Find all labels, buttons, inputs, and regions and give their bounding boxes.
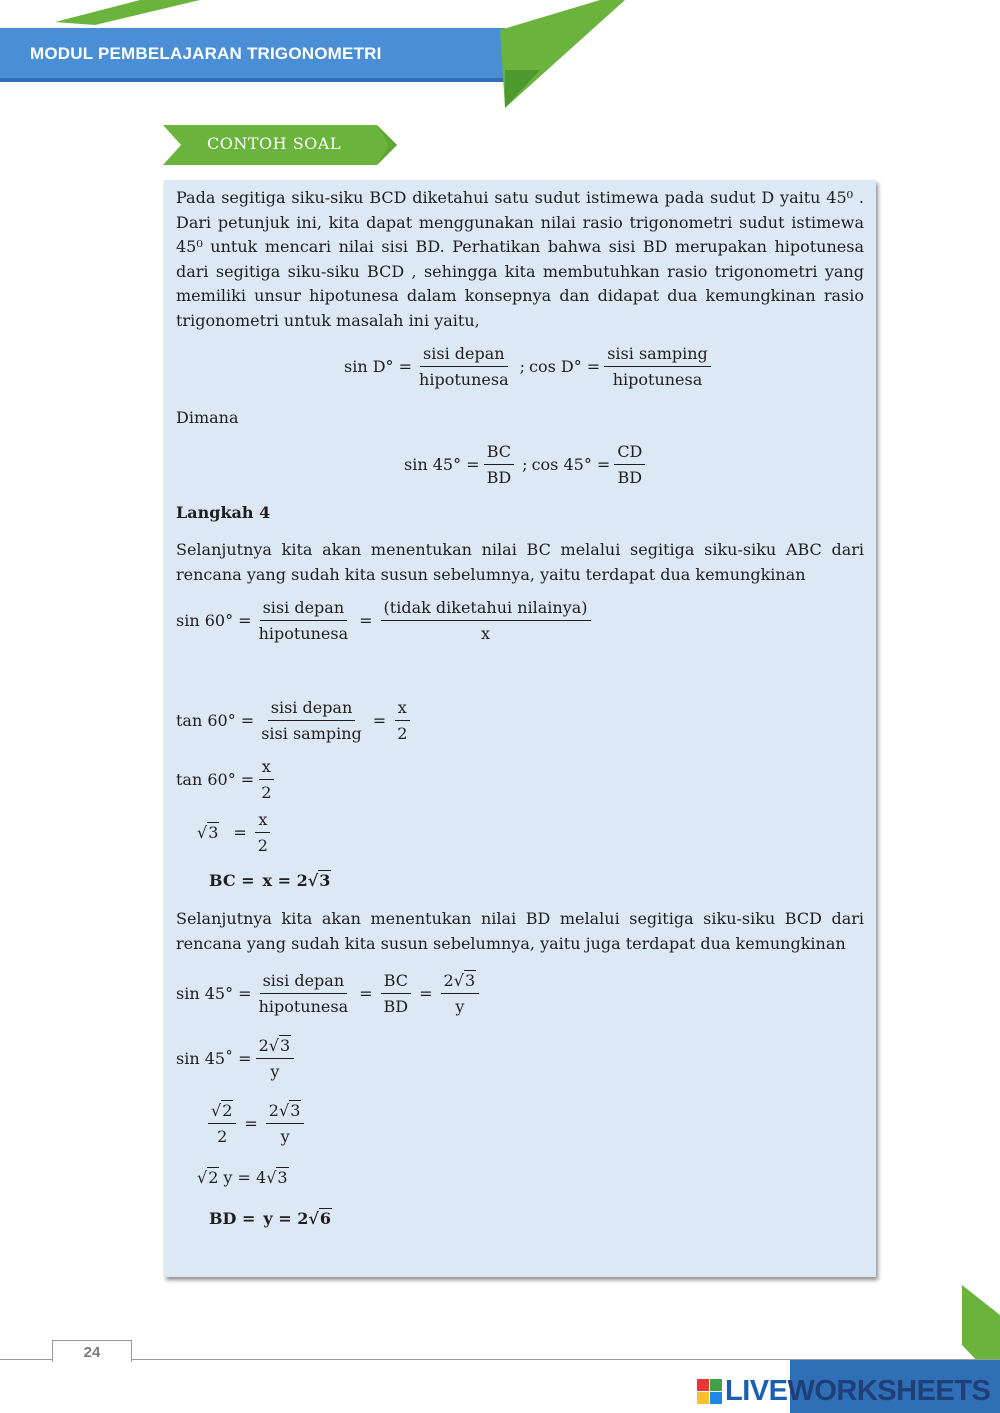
square-root — [269, 1036, 291, 1055]
fraction — [266, 1101, 305, 1146]
coefficient: 2 — [268, 1101, 279, 1120]
eq-lhs: sin 45° = — [404, 455, 480, 474]
denominator: sisi samping — [261, 724, 362, 743]
footer-rule — [0, 1359, 1000, 1360]
square-root — [197, 823, 219, 842]
square-root — [308, 1209, 332, 1228]
root-symbol: √ — [268, 1036, 279, 1055]
coefficient: 2 — [258, 1036, 269, 1055]
numerator: x — [259, 757, 274, 780]
fraction — [381, 971, 412, 1016]
liveworksheets-grid-icon — [697, 1379, 723, 1405]
fraction — [614, 442, 645, 487]
numerator — [266, 1101, 305, 1124]
eq-lhs: BD = — [209, 1209, 256, 1228]
eq-middle: y = 2 — [263, 1209, 309, 1228]
paragraph-bd: Selanjutnya kita akan menentukan nilai BD melalui segitiga siku-siku BCD dari rencana yang sudah kita susun sebelumnya, yaitu juga terdapat dua kemungkinan — [176, 909, 864, 953]
fraction — [256, 1036, 295, 1081]
root-symbol: √ — [278, 1101, 290, 1120]
brand-worksheets: WORKSHEETS — [787, 1375, 991, 1407]
denominator: y — [280, 1127, 290, 1146]
equals-sign: = — [359, 984, 373, 1003]
numerator: (tidak diketahui nilainya) — [381, 598, 591, 621]
root-symbol: √ — [197, 823, 208, 842]
separator: ; — [522, 455, 528, 474]
page-header — [0, 0, 1000, 110]
denominator: 2 — [397, 724, 408, 743]
square-root — [266, 1168, 288, 1187]
fraction — [258, 757, 274, 802]
fraction — [441, 971, 480, 1016]
fraction — [381, 598, 591, 643]
eq-lhs: sin 60° = — [176, 611, 252, 630]
denominator: y — [455, 997, 465, 1016]
separator: ; — [519, 357, 525, 376]
radicand: 2 — [222, 1101, 233, 1120]
root-symbol: √ — [211, 1101, 222, 1120]
numerator: x — [255, 810, 270, 833]
equation-tan-60-x — [176, 757, 278, 802]
equals-sign: = — [372, 711, 387, 730]
root-symbol: √ — [308, 1209, 319, 1228]
content-box — [164, 180, 876, 1277]
paragraph-bc: Selanjutnya kita akan menentukan nilai BC melalui segitiga siku-siku ABC dari rencana yang sudah kita susun sebelumnya, yaitu terdapat dua kemungkinan — [176, 540, 864, 584]
equation-sin-60 — [176, 598, 595, 643]
root-symbol: √ — [266, 1168, 277, 1187]
step-heading: Langkah 4 — [176, 503, 271, 522]
denominator: hipotunesa — [419, 370, 509, 389]
denominator: BD — [383, 997, 409, 1016]
eq-middle: x = 2 — [262, 871, 308, 890]
numerator: sisi samping — [604, 344, 711, 367]
eq-lhs: sin 45° = — [176, 984, 252, 1003]
banner-label: CONTOH SOAL — [207, 134, 341, 153]
fraction — [208, 1101, 236, 1146]
eq-lhs: BC = — [209, 871, 255, 890]
intro-paragraph: Pada segitiga siku-siku BCD diketahui satu sudut istimewa pada sudut D yaitu 45⁰ . Dari petunjuk ini, kita dapat menggunakan nilai rasio trigonometri sudut istimewa 45⁰ untuk mencari nilai sisi BD. Perhatikan bahwa sisi BD merupakan hipotunesa dari segitiga siku-siku BCD , sehingga kita membutuhkan rasio trigonometri yang memiliki unsur hipotunesa dalam konsepnya dan didapat dua kemungkinan rasio trigonometri untuk masalah ini yaitu, — [176, 188, 864, 330]
equation-ratio-definitions — [344, 344, 715, 389]
eq-middle: y = 4 — [223, 1168, 267, 1187]
equals-sign: = — [244, 1114, 258, 1133]
equals-sign: = — [359, 611, 373, 630]
square-root — [454, 971, 476, 990]
denominator: hipotunesa — [258, 624, 349, 643]
radicand: 3 — [319, 871, 331, 890]
equation-sin-45-y — [176, 1036, 298, 1081]
contoh-soal-banner — [163, 125, 399, 165]
equation-root2-over-2 — [204, 1101, 308, 1146]
numerator: sisi depan — [260, 598, 348, 621]
denominator: 2 — [217, 1127, 228, 1146]
denominator: y — [270, 1062, 280, 1081]
page-number: 24 — [83, 1344, 101, 1361]
fraction — [416, 344, 512, 389]
liveworksheets-logo[interactable] — [697, 1375, 990, 1408]
denominator: BD — [617, 468, 643, 487]
square-root — [308, 871, 332, 890]
fraction — [258, 698, 365, 743]
equation-root2-y — [197, 1168, 289, 1187]
numerator: BC — [381, 971, 411, 994]
eq-lhs: tan 60° = — [176, 770, 255, 789]
root-symbol: √ — [197, 1168, 208, 1187]
equation-tan-60 — [176, 698, 414, 743]
brand-live: LIVE — [725, 1375, 788, 1407]
fraction — [256, 971, 352, 1016]
fraction — [604, 344, 711, 389]
eq-lhs: sin 45˚ = — [176, 1049, 252, 1068]
numerator — [441, 971, 480, 994]
radicand: 3 — [279, 1036, 291, 1055]
numerator — [256, 1036, 295, 1059]
denominator: 2 — [261, 783, 272, 802]
radicand: 3 — [464, 971, 476, 990]
eq-lhs: tan 60° = — [176, 711, 255, 730]
equals-sign: = — [419, 984, 433, 1003]
fraction — [394, 698, 410, 743]
radicand: 2 — [208, 1168, 219, 1187]
eq-lhs: sin D° = — [344, 357, 413, 376]
radicand: 3 — [208, 823, 219, 842]
radicand: 3 — [277, 1168, 288, 1187]
square-root — [279, 1101, 301, 1120]
result-bc — [209, 871, 331, 890]
fraction — [255, 810, 271, 855]
numerator: CD — [614, 442, 645, 465]
coefficient: 2 — [443, 971, 454, 990]
denominator: 2 — [257, 836, 268, 855]
denominator: x — [481, 624, 491, 643]
denominator: BD — [486, 468, 512, 487]
radicand: 6 — [319, 1209, 332, 1228]
numerator — [208, 1101, 236, 1124]
fraction — [256, 598, 352, 643]
root-symbol: √ — [453, 971, 464, 990]
numerator: x — [395, 698, 410, 721]
numerator: sisi depan — [268, 698, 356, 721]
denominator: hipotunesa — [258, 997, 349, 1016]
equation-sin-45-bd — [176, 971, 483, 1016]
fraction — [484, 442, 515, 487]
result-bd — [209, 1209, 332, 1228]
radicand: 3 — [290, 1101, 301, 1120]
eq-lhs: cos 45° = — [531, 455, 611, 474]
root-symbol: √ — [307, 871, 319, 890]
numerator: BC — [484, 442, 514, 465]
square-root — [197, 1168, 219, 1187]
square-root — [211, 1101, 233, 1120]
numerator: sisi depan — [260, 971, 348, 994]
module-title: MODUL PEMBELAJARAN TRIGONOMETRI — [30, 44, 382, 63]
equation-sin-cos-45 — [404, 442, 649, 487]
eq-lhs: cos D° = — [529, 357, 601, 376]
equals-sign: = — [233, 823, 247, 842]
denominator: hipotunesa — [612, 370, 703, 389]
numerator: sisi depan — [420, 344, 508, 367]
dimana-label: Dimana — [176, 408, 239, 427]
equation-root3-x — [197, 810, 275, 855]
